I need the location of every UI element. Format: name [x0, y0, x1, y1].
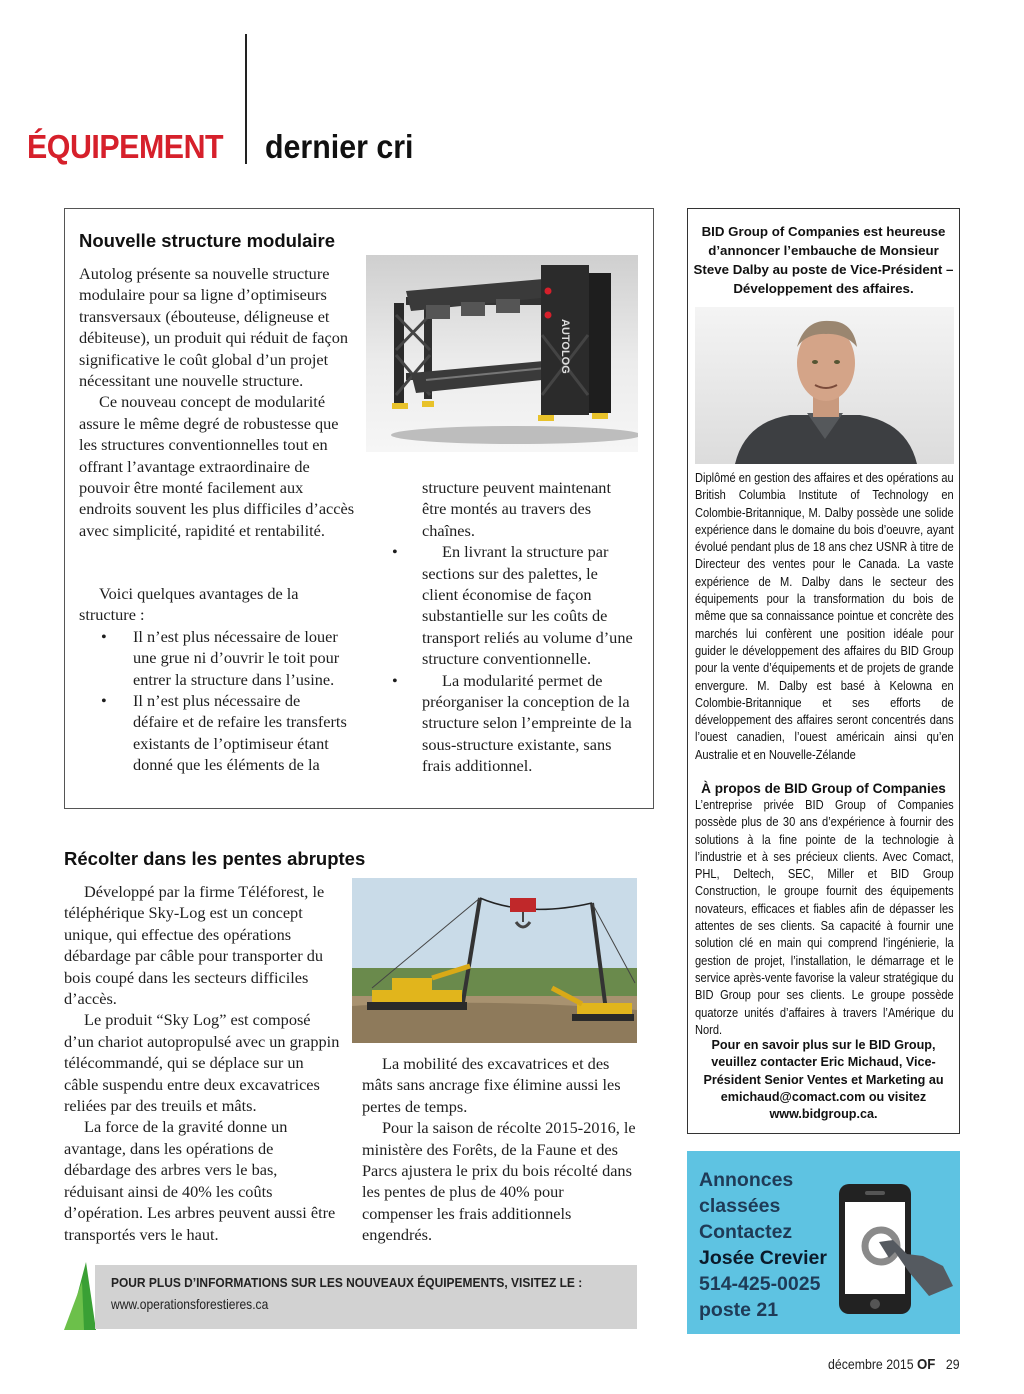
autolog-logo-text: AUTOLOG	[559, 319, 571, 374]
section-subtitle: dernier cri	[265, 128, 414, 165]
article2-column2	[362, 1053, 638, 1246]
bullet-item	[101, 690, 347, 776]
contact-text: Pour en savoir plus sur le BID Group, veuillez contacter Eric Michaud, Vice-Président Senior Ventes et Marketing au emichaud@comact.com ou visitez www.bidgroup.ca.	[703, 1038, 944, 1122]
article-title: Récolter dans les pentes abruptes	[64, 848, 366, 869]
page-month: décembre 2015	[828, 1356, 914, 1372]
portrait-drawing	[695, 307, 954, 464]
classified-ad	[687, 1151, 960, 1334]
bullet-dot: •	[392, 542, 398, 562]
autolog-structure-drawing	[366, 255, 638, 452]
article1-column1-bottom	[79, 583, 347, 776]
page-number: 29	[945, 1356, 960, 1372]
article2-column1	[64, 881, 341, 1245]
info-band	[95, 1265, 637, 1329]
bullet-item	[101, 626, 347, 690]
ad-contact-name: Josée Crevier	[699, 1247, 827, 1269]
ad-phone: 514-425-0025	[699, 1273, 821, 1295]
autolog-structure-image	[366, 255, 638, 452]
article1-paragraph: Autolog présente sa nouvelle structure modulaire pour sa ligne d’optimiseurs transversaux (ébouteuse, déligneuse et débiteuse), un produit qui réduit de façon significative le coût global d’un projet nécessitant une nouvelle structure.	[79, 264, 349, 391]
page-footer	[828, 1356, 960, 1373]
skylog-drawing	[352, 878, 637, 1043]
smartphone-tap-icon	[833, 1176, 957, 1334]
bullet-text: En livrant la structure par sections sur des palettes, le client économise de façon substantielle sur les coûts de transport reliés au volume d’une structure conventionnelle.	[422, 542, 633, 669]
ad-line: classées	[699, 1195, 781, 1217]
about-text: L’entreprise privée BID Group of Companies possède plus de 30 ans d’expérience à fournir des solutions à la fine pointe de la technologie à l’industrie et à ses précieux clients. Avec Comact, PHL, Deltech, SEC, Miller et BID Group Construction, le groupe fournit des équipements novateurs, efficaces et fiables afin de dépasser les attentes de ses clients. Sa capacité à fournir une solution clé en main qui comprend l’ingénierie, la gestion de projet, l’installation, le démarrage et le service après-vente favorise la valeur stratégique du BID Group pour ses clients. Le groupe possède quatorze unités d’affaires à travers l’Amérique du Nord.	[695, 798, 954, 1037]
article2-paragraph: Pour la saison de récolte 2015-2016, le ministère des Forêts, de la Faune et des Parcs ajustera le prix du bois récolté dans les pentes de plus de 40% pour compenser les frais additionnels engendrés.	[362, 1118, 636, 1245]
section-title: ÉQUIPEMENT	[27, 128, 224, 165]
bullet-dot: •	[101, 691, 107, 711]
article1-paragraph: Ce nouveau concept de modularité assure le même degré de robustesse que les structures conventionnelles tout en offrant l’avantage extraordinaire de pouvoir être monté facilement aux endroits souvent les plus difficiles d’accès avec simplicité, rapidité et rentabilité.	[79, 392, 355, 540]
bullet-dot: •	[101, 626, 107, 646]
about-title: À propos de BID Group of Companies	[701, 781, 946, 796]
bullet-text: Il n’est plus nécessaire de défaire et de refaire les transferts existants de l’optimiseur étant donné que les éléments de la	[133, 691, 347, 775]
article2-paragraph: Le produit “Sky Log” est composé d’un chariot autopropulsé avec un grappin télécommandé, qui se déplace sur un câble suspendu entre deux excavatrices reliées par des treuils et mâts.	[64, 1010, 340, 1116]
steve-dalby-photo	[695, 307, 954, 464]
article2-paragraph: La mobilité des excavatrices et des mâts sans ancrage fixe élimine aussi les pertes de temps.	[362, 1054, 621, 1116]
info-url-link[interactable]: www.operationsforestieres.ca	[111, 1296, 269, 1312]
skylog-image	[352, 878, 637, 1043]
article1-paragraph: Voici quelques avantages de la structure :	[79, 584, 299, 625]
article1-column1-top	[79, 263, 356, 541]
ad-extension: poste 21	[699, 1299, 779, 1321]
leaf-icon	[64, 1262, 96, 1330]
bullet-item	[392, 670, 638, 777]
announcement-headline: BID Group of Companies est heureuse d’annoncer l’embauche de Monsieur Steve Dalby au poste de Vice-Président – Développement des affaires.	[693, 224, 954, 296]
info-label: POUR PLUS D’INFORMATIONS SUR LES NOUVEAUX ÉQUIPEMENTS, VISITEZ LE :	[111, 1275, 583, 1290]
page-brand: OF	[917, 1356, 936, 1373]
article2-paragraph: Développé par la firme Téléforest, le téléphérique Sky-Log est un concept unique, qui effectue des opérations débardage par câble pour transporter du bois coupé dans les secteurs difficiles d’accès.	[64, 882, 325, 1009]
article-title: Nouvelle structure modulaire	[79, 230, 335, 251]
bullet-text: Il n’est plus nécessaire de louer une grue ni d’ouvrir le toit pour entrer la structure dans l’usine.	[133, 626, 340, 689]
article1-column2	[392, 477, 638, 777]
ad-line: Contactez	[699, 1221, 793, 1243]
ad-text	[699, 1167, 827, 1323]
bullet-text: La modularité permet de préorganiser la conception de la structure selon l’empreinte de la sous-structure existante, sans frais additionnel.	[422, 670, 632, 776]
bullet-item	[392, 541, 638, 669]
ad-line: Annonces	[699, 1169, 794, 1191]
bullet-dot: •	[392, 670, 398, 690]
header-divider	[245, 34, 247, 164]
dalby-bio: Diplômé en gestion des affaires et des opérations au British Columbia Institute of Technology en Colombie-Britannique, M. Dalby possède une solide expérience dans le domaine du bois d’oeuvre, ayant évolué pendant plus de 18 ans chez USNR à titre de Directeur des ventes pour le Canada. La vaste expérience de M. Dalby dans le secteur des équipements pour la transformation du bois de même que sa connaissance pointue et concrète des marchés lui confèrent une position idéale pour guider le développement des affaires du BID Group pour la vente d’équipements et de projets de grande envergure. M. Dalby est basé à Kelowna en Colombie-Britannique et ses efforts de développement des affaires seront concentrés dans l’ouest canadien, l’ouest américain ainsi qu’en Australie et en Nouvelle-Zélande	[695, 471, 954, 762]
article1-paragraph: structure peuvent maintenant être montés au travers des chaînes.	[422, 478, 611, 540]
article2-paragraph: La force de la gravité donne un avantage, dans les opérations de débardage des arbres vers le bas, réduisant ainsi de 40% les coûts d’opération. Les arbres peuvent aussi être transportés vers le haut.	[64, 1117, 336, 1244]
